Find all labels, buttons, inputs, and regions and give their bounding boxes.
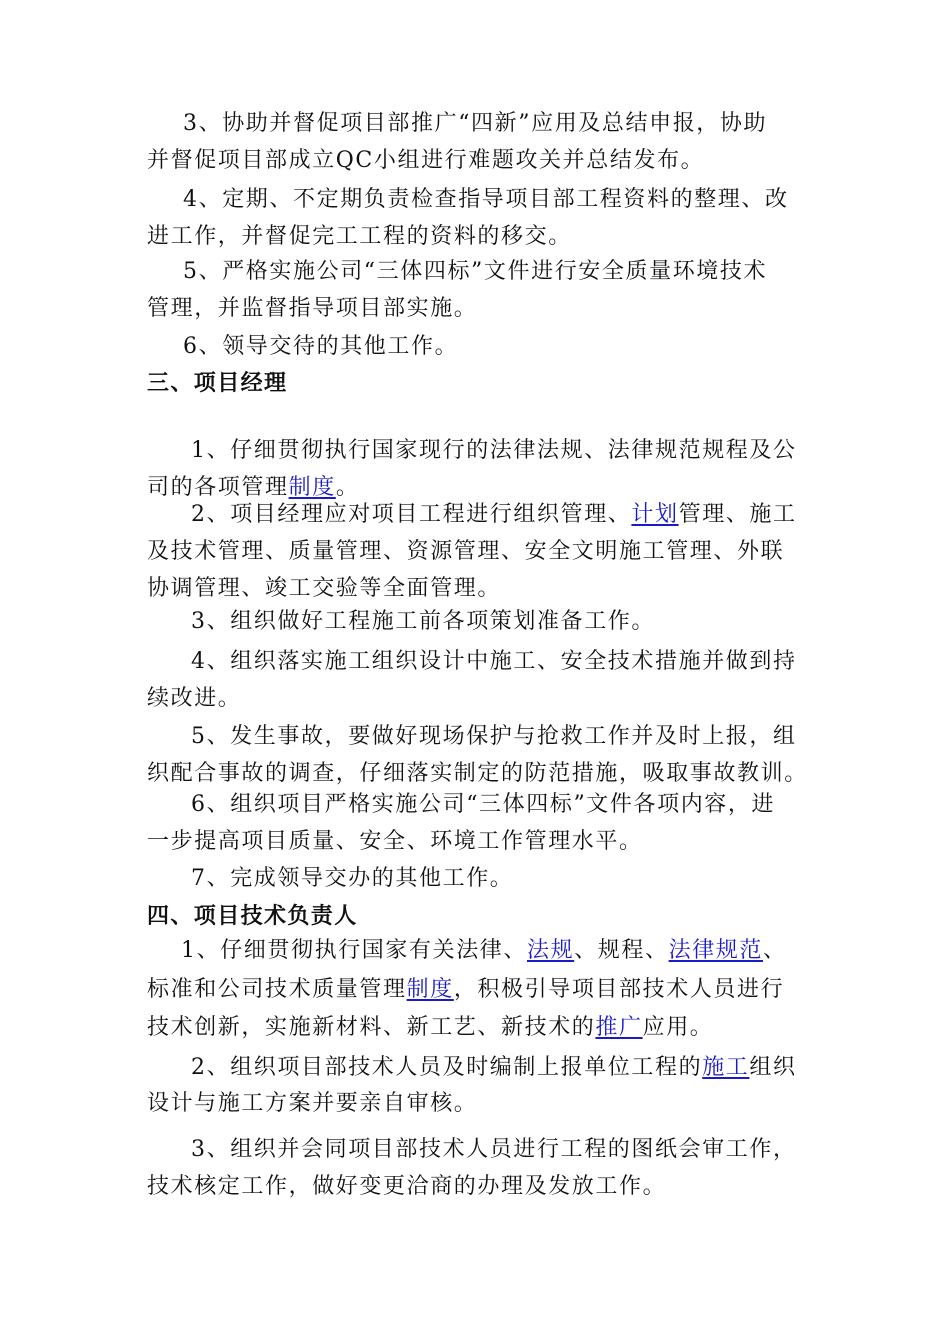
text-span: 技术核定工作，做好变更洽商的办理及发放工作。 xyxy=(147,1174,667,1199)
text-span: 7、完成领导交办的其他工作。 xyxy=(191,866,514,891)
paragraph-line xyxy=(191,607,950,637)
paragraph-line xyxy=(147,827,950,857)
text-span: 5、发生事故，要做好现场保护与抢救工作并及时上报，组 xyxy=(191,724,797,749)
text-span: 1、仔细贯彻执行国家有关法律、 xyxy=(181,938,527,963)
paragraph-line xyxy=(191,647,950,677)
text-span: 及技术管理、质量管理、资源管理、安全文明施工管理、外联 xyxy=(147,539,785,564)
paragraph-line xyxy=(191,864,950,894)
paragraph-line xyxy=(147,759,950,789)
paragraph-line xyxy=(183,332,950,362)
paragraph-line xyxy=(147,146,950,176)
hyperlink[interactable]: 推广 xyxy=(595,1015,643,1040)
text-span: ，积极引导项目部技术人员进行 xyxy=(453,977,785,1002)
hyperlink[interactable]: 法律规范 xyxy=(668,938,764,963)
paragraph-line xyxy=(147,1013,950,1043)
text-span: 5、严格实施公司“三体四标”文件进行安全质量环境技术 xyxy=(183,259,768,284)
paragraph-line xyxy=(147,975,950,1005)
text-span: 6、领导交待的其他工作。 xyxy=(183,334,459,359)
text-span: 2、项目经理应对项目工程进行组织管理、 xyxy=(191,502,632,527)
text-span: 并督促项目部成立QC小组进行难题攻关并总结发布。 xyxy=(147,148,705,173)
paragraph-line xyxy=(191,436,950,466)
text-span: 一步提高项目质量、安全、环境工作管理水平。 xyxy=(147,829,643,854)
text-span: 标准和公司技术质量管理 xyxy=(147,977,407,1002)
hyperlink[interactable]: 法规 xyxy=(527,938,575,963)
text-span: 4、定期、不定期负责检查指导项目部工程资料的整理、改 xyxy=(183,187,789,212)
text-span: 、 xyxy=(763,938,787,963)
paragraph-line xyxy=(191,722,950,752)
text-span: 管理，并监督指导项目部实施。 xyxy=(147,296,478,321)
text-span: 进工作，并督促完工工程的资料的移交。 xyxy=(147,224,572,249)
hyperlink[interactable]: 施工 xyxy=(702,1055,750,1080)
text-span: 协调管理、竣工交验等全面管理。 xyxy=(147,576,502,601)
text-span: 管理、施工 xyxy=(678,502,797,527)
text-span: 1、仔细贯彻执行国家现行的法律法规、法律规范规程及公 xyxy=(191,438,797,463)
paragraph-line xyxy=(147,222,950,252)
text-span: 2、组织项目部技术人员及时编制上报单位工程的 xyxy=(191,1055,703,1080)
paragraph-line xyxy=(183,109,950,139)
text-span: 3、组织并会同项目部技术人员进行工程的图纸会审工作， xyxy=(191,1137,797,1162)
text-span: 3、组织做好工程施工前各项策划准备工作。 xyxy=(191,609,655,634)
hyperlink[interactable]: 计划 xyxy=(631,502,679,527)
text-span: 司的各项管理 xyxy=(147,475,289,500)
paragraph-line xyxy=(147,1089,950,1119)
text-span: 。 xyxy=(335,475,360,500)
paragraph-line xyxy=(191,1053,950,1083)
text-span: 组织 xyxy=(749,1055,797,1080)
hyperlink[interactable]: 制度 xyxy=(406,977,454,1002)
paragraph-line xyxy=(147,294,950,324)
text-span: 应用。 xyxy=(642,1015,714,1040)
paragraph-line xyxy=(147,574,950,604)
paragraph-line xyxy=(181,936,950,966)
section-heading: 三、项目经理 xyxy=(147,370,288,396)
text-span: 设计与施工方案并要亲自审核。 xyxy=(147,1091,478,1116)
paragraph-line xyxy=(191,1135,950,1165)
paragraph-line xyxy=(191,790,950,820)
text-span: 续改进。 xyxy=(147,686,242,711)
paragraph-line xyxy=(147,684,950,714)
text-span: 、规程、 xyxy=(574,938,669,963)
text-span: 织配合事故的调查，仔细落实制定的防范措施，吸取事故教训。 xyxy=(147,761,808,786)
paragraph-line xyxy=(147,537,950,567)
hyperlink[interactable]: 制度 xyxy=(288,475,336,500)
paragraph-line xyxy=(183,185,950,215)
text-span: 技术创新，实施新材料、新工艺、新技术的 xyxy=(147,1015,596,1040)
text-span: 6、组织项目严格实施公司“三体四标”文件各项内容，进 xyxy=(191,792,776,817)
text-span: 4、组织落实施工组织设计中施工、安全技术措施并做到持 xyxy=(191,649,797,674)
paragraph-line xyxy=(147,473,950,503)
paragraph-line xyxy=(147,1172,950,1202)
section-heading: 四、项目技术负责人 xyxy=(147,903,358,929)
paragraph-line xyxy=(183,257,950,287)
text-span: 3、协助并督促项目部推广“四新”应用及总结申报，协助 xyxy=(183,111,768,136)
paragraph-line xyxy=(191,500,950,530)
